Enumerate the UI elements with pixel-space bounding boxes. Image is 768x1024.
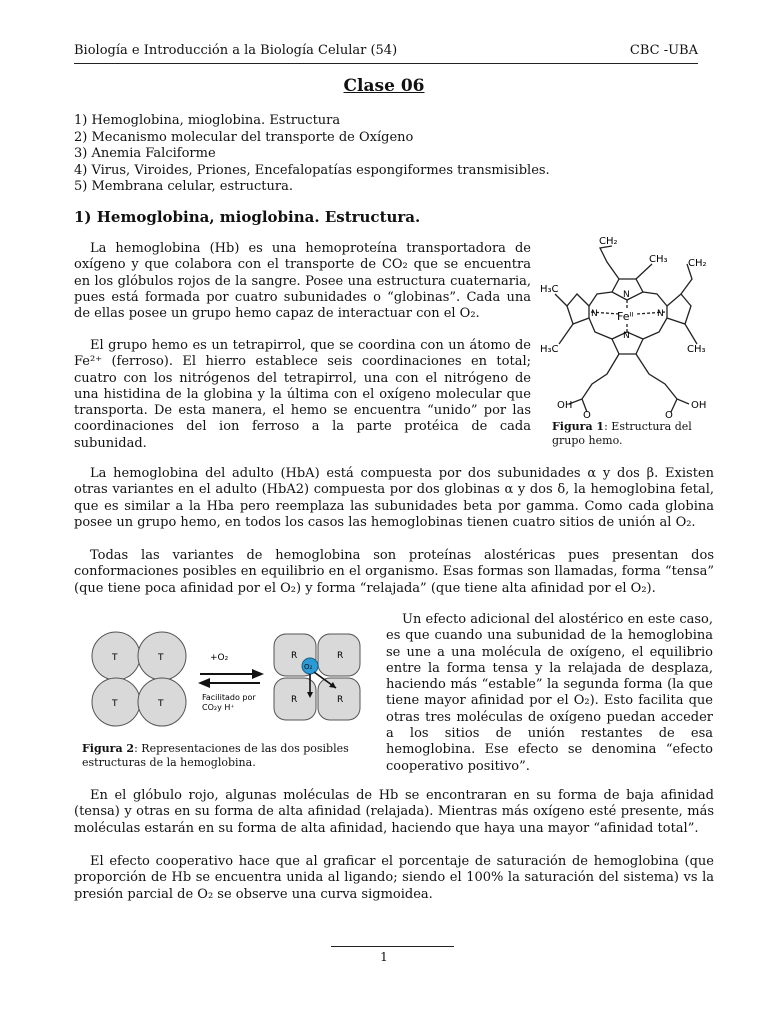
paragraph: Un efecto adicional del alostérico en este caso, es que cuando una subunidad de la hemoglobina se une a una molécula de oxígeno, el equilibrio entre la forma tensa y la relajada de desplaza, haciendo más “estable” la segunda forma (la que tiene mayor afinidad por el O₂). Esto facilita que otras tres moléculas de oxígeno puedan acceder a los sitios de unión restantes de esa hemoglobina. Ese efecto se denomina “efecto cooperativo positivo”. (386, 612, 713, 774)
figure2-caption: Figura 2: Representaciones de las dos posibles estructuras de la hemoglobina. (82, 742, 349, 769)
toc-item: 5) Membrana celular, estructura. (74, 179, 293, 195)
tense-subunit-label: T (158, 653, 164, 663)
toc-item: 3) Anemia Falciforme (74, 146, 216, 162)
paragraph: La hemoglobina del adulto (HbA) está compuesta por dos subunidades α y dos β. Existen otras variantes en el adulto (HbA2) compuesta por dos globinas α y dos δ, la hemoglobina fetal, que es similar a la Hba pero reemplaza las subunidades beta por gamma. Como cada globina posee un grupo hemo, en todos los casos las hemoglobinas tienen cuatro sitios de unión al O₂. (74, 466, 714, 530)
methyl-label-bottom-left: H₃C (540, 344, 559, 355)
heme-structure-figure (537, 234, 722, 419)
page-number: 1 (380, 950, 388, 964)
footer-rule (331, 946, 454, 947)
tense-subunit-label: T (158, 699, 164, 709)
section-heading: 1) Hemoglobina, mioglobina. Estructura. (74, 208, 421, 226)
acid-carbonyl-label: O (583, 410, 591, 419)
relaxed-subunit-label: R (337, 695, 344, 705)
methyl-label-top: CH₃ (649, 254, 668, 265)
table-of-contents (74, 113, 550, 196)
paragraph: Todas las variantes de hemoglobina son proteínas alostéricas pues presentan dos conformaciones posibles en equilibrio en el organismo. Esas formas son llamadas, forma “tensa” (que tiene poca afinidad por el O₂) y forma “relajada” (que tiene alta afinidad por el O₂). (74, 548, 714, 596)
acid-carbonyl-label: O (665, 410, 673, 419)
page-title-text: Clase 06 (343, 76, 425, 96)
page-title (0, 76, 768, 96)
methyl-label-bottom-right: CH₃ (687, 344, 706, 355)
paragraph: El efecto cooperativo hace que al graficar el porcentaje de saturación de hemoglobina (que proporción de Hb se encuentra unida al ligando; siendo el 100% la saturación del sistema) vs la presión parcial de O₂ se observe una curva sigmoidea. (74, 854, 714, 902)
nitrogen-label: N (657, 309, 664, 319)
relaxed-subunit-label: R (337, 651, 344, 661)
toc-item: 1) Hemoglobina, mioglobina. Estructura (74, 113, 341, 128)
arrow-bottom-label-line1: Facilitado por (202, 693, 256, 702)
vinyl-label-right: CH₂ (688, 258, 707, 269)
methyl-label-left: H₃C (540, 284, 559, 295)
toc-item: 4) Virus, Viroides, Priones, Encefalopatías espongiformes transmisibles. (74, 162, 550, 178)
nitrogen-label: N (623, 331, 630, 341)
figure1-caption: Figura 1: Estructura del grupo hemo. (552, 420, 692, 447)
paragraph: En el glóbulo rojo, algunas moléculas de Hb se encontraran en su forma de baja afinidad (tensa) y otras en su forma de alta afinidad (relajada). Mientras más oxígeno esté presente, más moléculas estarán en su forma de alta afinidad, haciendo que haya una mayor “afinidad total”. (74, 788, 714, 836)
oxygen-label: O₂ (304, 663, 313, 671)
tense-subunit-label: T (112, 653, 118, 663)
relaxed-subunit-label: R (291, 695, 298, 705)
arrow-bottom-label-line2: CO₂y H⁺ (202, 703, 235, 712)
page-header (74, 43, 698, 64)
paragraph: La hemoglobina (Hb) es una hemoproteína transportadora de oxígeno y que colabora con el transporte de CO₂ que se encuentra en los glóbulos rojos de la sangre. Posee una estructura cuaternaria, pues está formada por cuatro subunidades o “globinas”. Cada una de ellas posee un grupo hemo capaz de interactuar con el O₂. (74, 241, 531, 322)
tense-subunit-label: T (112, 699, 118, 709)
paragraph: El grupo hemo es un tetrapirrol, que se coordina con un átomo de Fe²⁺ (ferroso). El hierro establece seis coordinaciones en total; cuatro con los nitrógenos del tetrapirrol, una con el nitrógeno de una histidina de la globina y la última con el oxígeno molecular que transporta. De esta manera, el hemo se encuentra “unido” por las coordinaciones del ion ferroso a la parte protéica de cada subunidad. (74, 338, 531, 451)
toc-item: 2) Mecanismo molecular del transporte de Oxígeno (74, 129, 414, 145)
vinyl-label-top: CH₂ (599, 236, 618, 247)
relaxed-subunit-label: R (291, 651, 298, 661)
hemoglobin-states-figure (88, 630, 373, 742)
iron-label: Feᴵᴵ (617, 310, 634, 323)
acid-hydroxyl-label: OH (691, 400, 707, 411)
nitrogen-label: N (591, 309, 598, 319)
arrow-top-label: +O₂ (210, 653, 229, 663)
header-institution: CBC -UBA (629, 43, 698, 58)
acid-hydroxyl-label: OH (557, 400, 573, 411)
nitrogen-label: N (623, 290, 630, 300)
header-course: Biología e Introducción a la Biología Celular (54) (74, 43, 398, 58)
